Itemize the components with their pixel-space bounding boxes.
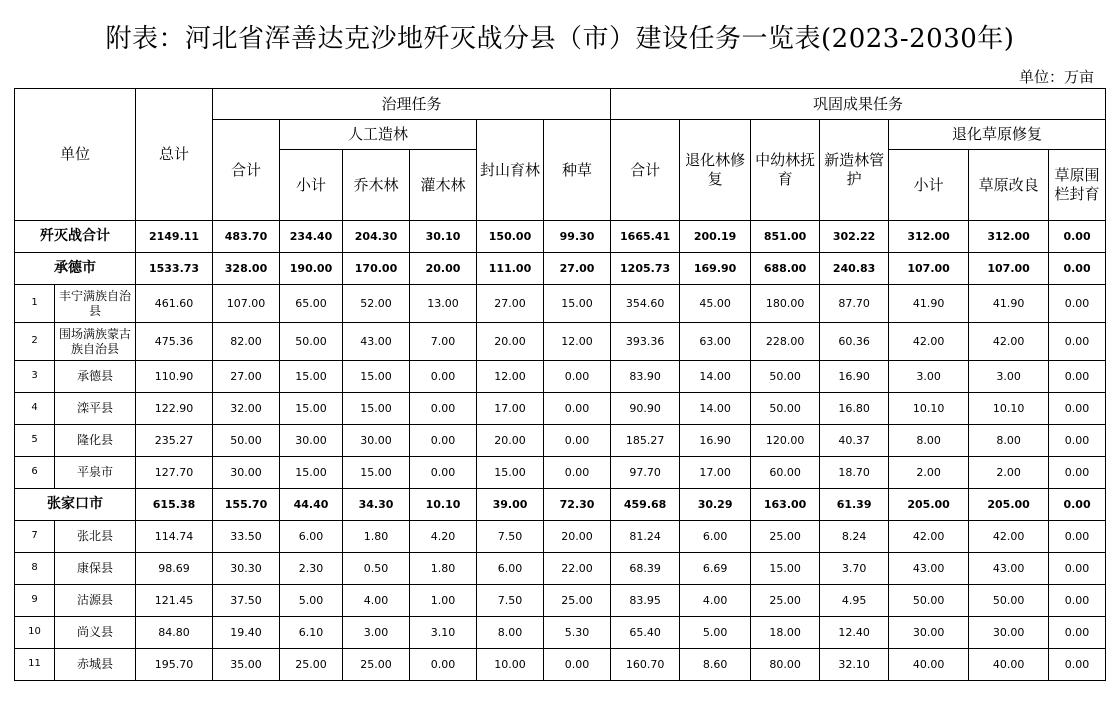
table-cell: 10.10 xyxy=(969,393,1049,425)
table-cell: 2.30 xyxy=(280,553,343,585)
table-cell: 83.90 xyxy=(611,361,680,393)
table-cell: 50.00 xyxy=(969,585,1049,617)
table-cell: 25.00 xyxy=(343,649,410,681)
table-cell: 2.00 xyxy=(889,457,969,489)
table-cell: 15.00 xyxy=(280,393,343,425)
county-name: 隆化县 xyxy=(55,425,136,457)
table-cell: 8.24 xyxy=(820,521,889,553)
table-cell: 5.00 xyxy=(280,585,343,617)
summary-cell: 1665.41 xyxy=(611,221,680,253)
table-cell: 0.00 xyxy=(1049,285,1106,323)
table-row xyxy=(15,285,1106,323)
table-cell: 4.00 xyxy=(343,585,410,617)
table-cell: 5.30 xyxy=(544,617,611,649)
header-new-forest: 新造林管护 xyxy=(820,120,889,221)
table-cell: 60.36 xyxy=(820,323,889,361)
summary-cell: 72.30 xyxy=(544,489,611,521)
summary-cell: 30.10 xyxy=(410,221,477,253)
table-cell: 15.00 xyxy=(343,361,410,393)
row-index: 8 xyxy=(15,553,55,585)
summary-cell: 688.00 xyxy=(751,253,820,285)
table-cell: 160.70 xyxy=(611,649,680,681)
row-index: 1 xyxy=(15,285,55,323)
table-cell: 65.40 xyxy=(611,617,680,649)
table-cell: 25.00 xyxy=(751,585,820,617)
table-cell: 25.00 xyxy=(751,521,820,553)
table-body xyxy=(15,221,1106,681)
row-index: 6 xyxy=(15,457,55,489)
table-cell: 235.27 xyxy=(136,425,213,457)
summary-row-total xyxy=(15,221,1106,253)
table-cell: 5.00 xyxy=(680,617,751,649)
table-cell: 0.00 xyxy=(544,361,611,393)
table-cell: 43.00 xyxy=(969,553,1049,585)
table-cell: 83.95 xyxy=(611,585,680,617)
table-cell: 42.00 xyxy=(889,521,969,553)
table-cell: 32.00 xyxy=(213,393,280,425)
table-cell: 0.00 xyxy=(1049,361,1106,393)
table-row xyxy=(15,521,1106,553)
table-cell: 107.00 xyxy=(213,285,280,323)
table-cell: 97.70 xyxy=(611,457,680,489)
table-cell: 228.00 xyxy=(751,323,820,361)
table-cell: 4.20 xyxy=(410,521,477,553)
header-grass: 种草 xyxy=(544,120,611,221)
table-cell: 13.00 xyxy=(410,285,477,323)
row-index: 5 xyxy=(15,425,55,457)
summary-cell: 204.30 xyxy=(343,221,410,253)
table-cell: 3.00 xyxy=(343,617,410,649)
table-cell: 41.90 xyxy=(889,285,969,323)
table-cell: 7.50 xyxy=(477,521,544,553)
table-cell: 50.00 xyxy=(751,361,820,393)
summary-cell: 169.90 xyxy=(680,253,751,285)
table-row xyxy=(15,553,1106,585)
table-cell: 81.24 xyxy=(611,521,680,553)
table-cell: 42.00 xyxy=(969,323,1049,361)
table-cell: 114.74 xyxy=(136,521,213,553)
table-cell: 15.00 xyxy=(544,285,611,323)
summary-cell: 459.68 xyxy=(611,489,680,521)
header-closure: 封山育林 xyxy=(477,120,544,221)
row-index: 9 xyxy=(15,585,55,617)
table-cell: 0.00 xyxy=(1049,323,1106,361)
table-cell: 37.50 xyxy=(213,585,280,617)
table-row xyxy=(15,585,1106,617)
table-cell: 6.10 xyxy=(280,617,343,649)
header-improve: 草原改良 xyxy=(969,150,1049,221)
table-cell: 15.00 xyxy=(343,393,410,425)
table-cell: 127.70 xyxy=(136,457,213,489)
summary-cell: 155.70 xyxy=(213,489,280,521)
summary-cell: 61.39 xyxy=(820,489,889,521)
table-cell: 16.90 xyxy=(680,425,751,457)
table-cell: 475.36 xyxy=(136,323,213,361)
table-cell: 20.00 xyxy=(477,425,544,457)
table-cell: 6.00 xyxy=(477,553,544,585)
table-cell: 0.00 xyxy=(544,425,611,457)
county-name: 平泉市 xyxy=(55,457,136,489)
table-cell: 27.00 xyxy=(213,361,280,393)
table-cell: 63.00 xyxy=(680,323,751,361)
summary-cell: 0.00 xyxy=(1049,221,1106,253)
header-arbor: 乔木林 xyxy=(343,150,410,221)
page-title: 附表：河北省浑善达克沙地歼灭战分县（市）建设任务一览表(2023-2030年) xyxy=(105,24,1015,54)
table-cell: 0.00 xyxy=(1049,585,1106,617)
table-cell: 16.90 xyxy=(820,361,889,393)
header-young-forest: 中幼林抚育 xyxy=(751,120,820,221)
summary-cell: 20.00 xyxy=(410,253,477,285)
header-a-subtotal: 小计 xyxy=(280,150,343,221)
county-name: 张北县 xyxy=(55,521,136,553)
summary-cell: 2149.11 xyxy=(136,221,213,253)
summary-cell: 615.38 xyxy=(136,489,213,521)
table-cell: 30.00 xyxy=(213,457,280,489)
table-cell: 18.00 xyxy=(751,617,820,649)
county-name: 滦平县 xyxy=(55,393,136,425)
table-cell: 0.00 xyxy=(1049,553,1106,585)
header-governance: 治理任务 xyxy=(213,89,611,120)
summary-cell: 107.00 xyxy=(969,253,1049,285)
table-cell: 32.10 xyxy=(820,649,889,681)
table-cell: 16.80 xyxy=(820,393,889,425)
table-cell: 42.00 xyxy=(969,521,1049,553)
table-cell: 8.00 xyxy=(477,617,544,649)
table-cell: 6.00 xyxy=(280,521,343,553)
table-cell: 3.00 xyxy=(969,361,1049,393)
table-cell: 121.45 xyxy=(136,585,213,617)
table-cell: 35.00 xyxy=(213,649,280,681)
table-cell: 41.90 xyxy=(969,285,1049,323)
summary-name: 歼灭战合计 xyxy=(15,221,136,253)
header-degraded-forest: 退化林修复 xyxy=(680,120,751,221)
table-cell: 393.36 xyxy=(611,323,680,361)
summary-cell: 302.22 xyxy=(820,221,889,253)
table-cell: 3.10 xyxy=(410,617,477,649)
row-index: 4 xyxy=(15,393,55,425)
summary-name: 张家口市 xyxy=(15,489,136,521)
table-cell: 0.00 xyxy=(1049,521,1106,553)
table-cell: 0.00 xyxy=(544,393,611,425)
table-row xyxy=(15,457,1106,489)
county-name: 康保县 xyxy=(55,553,136,585)
table-cell: 84.80 xyxy=(136,617,213,649)
table-row xyxy=(15,361,1106,393)
summary-row-chengde xyxy=(15,253,1106,285)
table-cell: 15.00 xyxy=(477,457,544,489)
header-dg-subtotal: 小计 xyxy=(889,150,969,221)
summary-cell: 0.00 xyxy=(1049,489,1106,521)
table-cell: 3.00 xyxy=(889,361,969,393)
summary-cell: 0.00 xyxy=(1049,253,1106,285)
table-cell: 185.27 xyxy=(611,425,680,457)
table-cell: 12.00 xyxy=(544,323,611,361)
table-cell: 8.00 xyxy=(889,425,969,457)
table-cell: 3.70 xyxy=(820,553,889,585)
county-name: 沽源县 xyxy=(55,585,136,617)
table-cell: 17.00 xyxy=(477,393,544,425)
table-cell: 25.00 xyxy=(280,649,343,681)
table-cell: 82.00 xyxy=(213,323,280,361)
summary-cell: 111.00 xyxy=(477,253,544,285)
table-cell: 0.50 xyxy=(343,553,410,585)
table-cell: 50.00 xyxy=(751,393,820,425)
summary-row-zhangjiakou xyxy=(15,489,1106,521)
table-cell: 120.00 xyxy=(751,425,820,457)
table-cell: 50.00 xyxy=(889,585,969,617)
table-cell: 40.37 xyxy=(820,425,889,457)
summary-cell: 240.83 xyxy=(820,253,889,285)
summary-cell: 190.00 xyxy=(280,253,343,285)
table-cell: 6.00 xyxy=(680,521,751,553)
table-cell: 52.00 xyxy=(343,285,410,323)
summary-cell: 44.40 xyxy=(280,489,343,521)
county-name: 丰宁满族自治县 xyxy=(55,285,136,323)
table-cell: 0.00 xyxy=(410,457,477,489)
table-cell: 15.00 xyxy=(280,361,343,393)
table-cell: 14.00 xyxy=(680,361,751,393)
table-cell: 65.00 xyxy=(280,285,343,323)
table-cell: 0.00 xyxy=(410,361,477,393)
table-cell: 90.90 xyxy=(611,393,680,425)
table-cell: 30.00 xyxy=(889,617,969,649)
table-cell: 30.00 xyxy=(343,425,410,457)
table-cell: 180.00 xyxy=(751,285,820,323)
table-cell: 50.00 xyxy=(213,425,280,457)
row-index: 7 xyxy=(15,521,55,553)
summary-cell: 234.40 xyxy=(280,221,343,253)
table-row xyxy=(15,323,1106,361)
table-row xyxy=(15,393,1106,425)
summary-cell: 34.30 xyxy=(343,489,410,521)
header-artificial: 人工造林 xyxy=(280,120,477,150)
summary-cell: 328.00 xyxy=(213,253,280,285)
table-cell: 22.00 xyxy=(544,553,611,585)
table-cell: 0.00 xyxy=(410,425,477,457)
summary-cell: 200.19 xyxy=(680,221,751,253)
table-cell: 50.00 xyxy=(280,323,343,361)
table-cell: 0.00 xyxy=(1049,393,1106,425)
summary-cell: 1205.73 xyxy=(611,253,680,285)
table-cell: 0.00 xyxy=(410,649,477,681)
table-cell: 30.00 xyxy=(280,425,343,457)
table-cell: 7.00 xyxy=(410,323,477,361)
table-cell: 1.80 xyxy=(410,553,477,585)
task-table xyxy=(14,88,1106,681)
summary-cell: 30.29 xyxy=(680,489,751,521)
county-name: 承德县 xyxy=(55,361,136,393)
table-cell: 10.00 xyxy=(477,649,544,681)
table-cell: 4.00 xyxy=(680,585,751,617)
county-name: 赤城县 xyxy=(55,649,136,681)
summary-cell: 27.00 xyxy=(544,253,611,285)
table-row xyxy=(15,425,1106,457)
summary-cell: 170.00 xyxy=(343,253,410,285)
header-c-subtotal: 合计 xyxy=(611,120,680,221)
table-cell: 20.00 xyxy=(544,521,611,553)
table-cell: 68.39 xyxy=(611,553,680,585)
header-total: 总计 xyxy=(136,89,213,221)
table-cell: 14.00 xyxy=(680,393,751,425)
table-cell: 4.95 xyxy=(820,585,889,617)
row-index: 10 xyxy=(15,617,55,649)
table-cell: 1.00 xyxy=(410,585,477,617)
table-cell: 12.00 xyxy=(477,361,544,393)
table-cell: 18.70 xyxy=(820,457,889,489)
table-cell: 122.90 xyxy=(136,393,213,425)
row-index: 3 xyxy=(15,361,55,393)
summary-cell: 107.00 xyxy=(889,253,969,285)
table-cell: 60.00 xyxy=(751,457,820,489)
table-cell: 98.69 xyxy=(136,553,213,585)
summary-cell: 205.00 xyxy=(889,489,969,521)
table-row xyxy=(15,649,1106,681)
table-cell: 42.00 xyxy=(889,323,969,361)
summary-cell: 39.00 xyxy=(477,489,544,521)
table-cell: 0.00 xyxy=(544,649,611,681)
table-cell: 20.00 xyxy=(477,323,544,361)
table-cell: 80.00 xyxy=(751,649,820,681)
summary-cell: 163.00 xyxy=(751,489,820,521)
table-cell: 33.50 xyxy=(213,521,280,553)
summary-cell: 483.70 xyxy=(213,221,280,253)
table-cell: 15.00 xyxy=(280,457,343,489)
header-fence: 草原围栏封育 xyxy=(1049,150,1106,221)
header-consolidation: 巩固成果任务 xyxy=(611,89,1106,120)
header-degraded-grassland: 退化草原修复 xyxy=(889,120,1106,150)
row-index: 11 xyxy=(15,649,55,681)
table-cell: 354.60 xyxy=(611,285,680,323)
table-cell: 110.90 xyxy=(136,361,213,393)
table-cell: 2.00 xyxy=(969,457,1049,489)
summary-cell: 312.00 xyxy=(889,221,969,253)
unit-label: 单位：万亩 xyxy=(1018,68,1094,86)
summary-cell: 205.00 xyxy=(969,489,1049,521)
table-cell: 7.50 xyxy=(477,585,544,617)
table-cell: 461.60 xyxy=(136,285,213,323)
table-cell: 10.10 xyxy=(889,393,969,425)
county-name: 尚义县 xyxy=(55,617,136,649)
table-cell: 40.00 xyxy=(889,649,969,681)
table-cell: 30.30 xyxy=(213,553,280,585)
table-cell: 17.00 xyxy=(680,457,751,489)
table-cell: 15.00 xyxy=(751,553,820,585)
row-index: 2 xyxy=(15,323,55,361)
header-unit: 单位 xyxy=(15,89,136,221)
table-cell: 0.00 xyxy=(544,457,611,489)
table-cell: 15.00 xyxy=(343,457,410,489)
table-cell: 0.00 xyxy=(1049,617,1106,649)
summary-cell: 1533.73 xyxy=(136,253,213,285)
table-cell: 40.00 xyxy=(969,649,1049,681)
county-name: 围场满族蒙古族自治县 xyxy=(55,323,136,361)
table-cell: 0.00 xyxy=(1049,425,1106,457)
table-cell: 87.70 xyxy=(820,285,889,323)
table-cell: 30.00 xyxy=(969,617,1049,649)
table-cell: 195.70 xyxy=(136,649,213,681)
table-cell: 8.00 xyxy=(969,425,1049,457)
table-cell: 6.69 xyxy=(680,553,751,585)
table-cell: 45.00 xyxy=(680,285,751,323)
table-cell: 12.40 xyxy=(820,617,889,649)
summary-cell: 312.00 xyxy=(969,221,1049,253)
summary-name: 承德市 xyxy=(15,253,136,285)
table-cell: 43.00 xyxy=(889,553,969,585)
table-cell: 25.00 xyxy=(544,585,611,617)
table-cell: 19.40 xyxy=(213,617,280,649)
summary-cell: 99.30 xyxy=(544,221,611,253)
summary-cell: 10.10 xyxy=(410,489,477,521)
table-header xyxy=(15,89,1106,221)
table-row xyxy=(15,617,1106,649)
summary-cell: 851.00 xyxy=(751,221,820,253)
table-cell: 0.00 xyxy=(1049,457,1106,489)
table-cell: 43.00 xyxy=(343,323,410,361)
table-cell: 0.00 xyxy=(1049,649,1106,681)
table-cell: 27.00 xyxy=(477,285,544,323)
table-cell: 8.60 xyxy=(680,649,751,681)
table-cell: 0.00 xyxy=(410,393,477,425)
table-cell: 1.80 xyxy=(343,521,410,553)
summary-cell: 150.00 xyxy=(477,221,544,253)
header-g-subtotal: 合计 xyxy=(213,120,280,221)
header-shrub: 灌木林 xyxy=(410,150,477,221)
